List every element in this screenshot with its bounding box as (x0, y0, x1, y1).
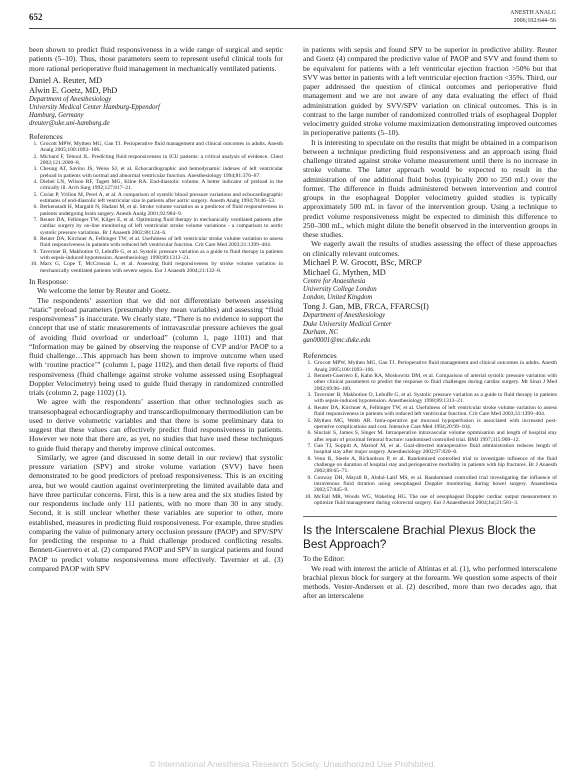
author-mythen: Michael G. Mythen, MD (303, 267, 386, 277)
author-grocott: Michael P. W. Grocott, BSc, MRCP (303, 257, 422, 267)
journal-citation (510, 9, 556, 25)
author-reuter: Daniel A. Reuter, MD (29, 75, 103, 85)
reference-list (303, 360, 557, 506)
header-rule (29, 28, 556, 29)
section-divider (303, 516, 557, 517)
reference-item: 3. Cheung AT, Savino JS, Weiss SJ, et al. Echocardiographic and hemodynamic indexes of left ventricular preload in patients with normal and abnormal ventricular function. Anesthesiology 1994;81:376–87. (39, 166, 283, 179)
reference-item: 9. Tavernier B, Makhotine O, Lebuffe G, et al. Systolic pressure variation as a guide to fluid therapy in patients with sepsis-induced hypotension. Anesthesiology 1998;89:1313–21. (39, 249, 283, 262)
intro-paragraph: been shown to predict fluid responsiveness in a wide range of surgical and septic patients (5–10). Thus, those parameters seem to represent useful clinical tools for more rational perioperative fluid management in mechanically ventilated patients. (29, 45, 283, 73)
references-heading: References (303, 351, 337, 361)
affiliation-london: Centre for Anaesthesia University College London London, United Kingdom (303, 277, 377, 302)
affiliation-duke: Department of Anesthesiology Duke University Medical Center Durham, NC gan00001@mc.duke.edu (303, 312, 557, 345)
journal-issue: 2006;102:644–56 (513, 18, 556, 24)
body-paragraph: We agree with the respondents’ assertion that other technologies such as transesophageal echocardiography and transcardiopulmonary thermodilution can be used to derive volumetric variables and that there is some preliminary data to suggest that these values can effectively predict fluid responsiveness in patients. However we note that there are, as yet, no studies that have used these techniques to guide fluid therapy and thereby improve clinical outcomes. (29, 397, 283, 453)
body-paragraph: in patients with sepsis and found SPV to be superior in predictive ability. Reuter and Goetz (4) compared the predictive value of PAOP and SVV and found them to be equivalent for patients with a left ventricular ejection fraction >50% but that SVV was better in patients with a left ventricular ejection fraction <35%. Third, our paper addressed the question of clinical outcomes and perioperative fluid management and we are not aware of any data evaluating the effect of fluid administration guided by SVV/SPV variation on clinical outcomes. This is in contrast to the large number of randomized controlled trials of esophageal Doppler velocimetry guided stroke volume maximization demonstrating improved outcomes in perioperative patients (5–10). (303, 45, 557, 138)
reference-item: 5. Mythen MG, Webb AR. Intra-operative gut mucosal hypoperfusion is associated with increased post-operative complications and cost. Intensive Care Med 1994;20:99–104. (313, 418, 557, 431)
author-goetz: Alwin E. Goetz, MD, PhD (29, 85, 118, 95)
right-column (303, 45, 557, 601)
reference-item: 9. Conway DH, Mayall R, Abdul-Latif MS, et al. Randomised controlled trial investigating the influence of intravenous fluid titration using oesophageal Doppler monitoring during bowel surgery. Anaesthesia 2002;57:845–9. (313, 475, 557, 494)
reference-item: 10. McFall MR, Woods WG, Wakeling HG. The use of oesophageal Doppler cardiac output measurement to optimize fluid management during colorectal surgery. Eur J Anaesthesiol 2004;Jul;21:581–3. (313, 494, 557, 507)
reference-item: 2. Bennett-Guerrero E, Kahn RA, Moskowitz DM, et al. Comparison of arterial systolic pressure variation with other clinical parameters to predict the response to fluid challenges during cardiac surgery. Mt Sinai J Med 2002;69:96–100. (313, 373, 557, 392)
to-editor-heading: To the Editor: (303, 554, 345, 564)
body-paragraph: We welcome the letter by Reuter and Goetz. (37, 286, 171, 296)
in-response-heading: In Response: (29, 277, 69, 287)
reference-item: 3. Tavernier B, Makhotine O, Lebuffe G, et al. Systolic pressure variation as a guide to fluid therapy in patients with sepsis-induced hypotension. Anesthesiology 1998;89:1313–21. (313, 392, 557, 405)
author-gan: Tong J. Gan, MB, FRCA, FFARCS(I) (303, 302, 429, 312)
body-paragraph: Similarly, we agree (and discussed in some detail in our review) that systolic pressure variation (SPV) and stroke volume variation (SVV) have been demonstrated to be good predictors of preload responsiveness. This is an exciting area, but we would caution against overinterpreting the limited available data and have three particular concerns. First, this is a new area and the six studies listed by our respondents include only 111 patients, with no more than 30 in any study. Second, it is still unclear whether these variables are superior to other, more established, measures in predicting fluid responsiveness. For example, three studies comparing the value of pulmonary artery occlusion pressure (PAOP) and SPV/SPV for predicting the response to a fluid challenge produced conflicting results. Bennett-Guerrero et al. (2) compared PAOP and SPV in surgical patients and found PAOP to predict volume responsiveness more effectively. Tavernier et al. (3) compared PAOP with SPV (29, 452, 283, 573)
section-title: Is the Interscalene Brachial Plexus Block the Best Approach? (303, 523, 536, 551)
reference-item: 1. Grocott MPW, Mythen MG, Gan TJ. Perioperative fluid management and clinical outcomes in adults. Anesth Analg 2005;100:1093–106. (313, 360, 557, 373)
reference-item: 10. Marx G, Cope T, McCrossan L, et al. Assessing fluid responsiveness by stroke volume variation in mechanically ventilated patients with severe sepsis. Eur J Anaesth 2004;21:132–8. (39, 261, 283, 274)
reference-item: 4. Reuter DA, Kirchner A, Felbinger TW, et al. Usefulness of left ventricular stroke volume variation to assess fluid responsiveness in patients with reduced left ventricular function. Crit Care Med 2003;31:1399–404. (313, 405, 557, 418)
reference-item: 4. Diebel LN, Wilson RF, Tagett MG, Kline RA. End-diastolic volume. A better indicator of preload in the critically ill. Arch Surg 1992;127:817–21. (39, 179, 283, 192)
reference-item: 7. Reuter DA, Felbinger TW, Kilger E, et al. Optimizing fluid therapy in mechanically ventilated patients after cardiac surgery by on-line monitoring of left ventricular stroke volume variations - a comparison to aortic systolic pressure variations. Br J Anaesth 2002;88:124–6. (39, 217, 283, 236)
reference-item: 6. Berkenstadt H, Margalit N, Hadani M, et al. Stroke volume variation as a predictor of fluid responsiveness in patients undergoing brain surgery. Anesth Analg 2001;92:984–9. (39, 204, 283, 217)
reference-item: 8. Reuter DA, Kirchner A, Felbinger TW, et al. Usefulness of left ventricular stroke volume variation to assess fluid responsiveness in patients with reduced left ventricular function. Crit Care Med 2003;31:1399–404. (39, 236, 283, 249)
reference-list (29, 141, 283, 274)
body-paragraph: We read with interest the article of Altintas et al. (1), who performed interscalene brachial plexus block for surgery at the forearm. We question some aspects of their methods. Vester-Andersen et al. (2) described, more than two decades ago, that after an interscalene (303, 563, 557, 601)
reference-item: 5. Coriat P, Vrillon M, Perel A, et al. A comparison of systolic blood pressure variations and echocardiographic estimates of end-diastolic left ventricular size in patients after aortic surgery. Anesth Analg 1994;78:46–53. (39, 192, 283, 205)
copyright-watermark: © International Anesthesia Research Society. Unauthorized Use Prohibited. (149, 759, 436, 769)
body-paragraph: The respondents’ assertion that we did not differentiate between assessing “static” preload parameters (presumably they mean variables) and assessing “fluid responsiveness” is inaccurate. We clearly state, “There is no evidence to support the concept that use of static measurements of intravascular pressure achieves the goal of avoiding fluid overload or underload” (column 1, page 1101) and that “Information may be gained by observing the response of CVP and/or PAOP to a fluid challenge…This approach has been shown to improve outcome when used with ‘routine practice’” (column 1, page 1102), and then detail five reports of fluid responsiveness (fluid challenge against stroke volume assessed using Esophageal Doppler Velocimetry) being used to guide fluid therapy in randomized controlled trials (column 2, page 1102) (1). (29, 295, 283, 398)
page-number: 652 (29, 12, 43, 22)
reference-item: 7. Gan TJ, Soppitt A, Maroof M, et al. Goal-directed intraoperative fluid administration reduces length of hospital stay after major surgery. Anesthesiology 2002;97:820–6. (313, 443, 557, 456)
reference-item: 1. Grocott MPW, Mythen MG, Gan TJ. Perioperative fluid management and clinical outcomes in adults. Anesth Analg 2005;100:1093–106. (39, 141, 283, 154)
journal-name: ANESTH ANALG (510, 10, 556, 16)
author-email: dreuter@uke.uni-hamburg.de (29, 120, 110, 128)
body-paragraph: We eagerly await the results of studies assessing the effect of these approaches on clinically relevant outcomes. (303, 239, 557, 258)
affiliation-hamburg: Department of Anesthesiology University Medical Center Hamburg-Eppendorf Hamburg, Germany dreuter@uke.uni-hamburg.de (29, 96, 283, 129)
author-email: gan00001@mc.duke.edu (303, 336, 371, 344)
references-heading: References (29, 131, 63, 141)
reference-item: 8. Venn R, Steele A, Richardson P, et al. Randomized controlled trial to investigate influence of the fluid challenge on duration of hospital stay and perioperative morbidity in patients with hip fractures. Br J Anaesth 2002;88:65–71. (313, 456, 557, 475)
reference-item: 6. Sinclair S, James S, Singer M. Intraoperative intravascular volume optimisation and length of hospital stay after repair of proximal femoral fracture: randomised controlled trial. BMJ 1997;315:909–12. (313, 430, 557, 443)
left-column (29, 45, 283, 573)
body-paragraph: It is interesting to speculate on the results that might be obtained in a comparison between a technique predicting fluid responsiveness and an approach using fluid challenge titrated against stroke volume measurement until there is no increase in stroke volume. The latter approach would be expected to result in the administration of one additional fluid bolus (typically 200 to 250 mL) over the former. The difference in fluids administered between intervention and control groups in the esophageal Doppler velocimetry guided studies is typically approximately 500 mL in favor of the intervention group. Using a technique to predict volume responsiveness might be expected to diminish this difference to 250–300 mL, which might dilute the benefit observed in the intervention groups in these studies. (303, 137, 557, 239)
reference-item: 2. Michard F, Teboul JL. Predicting fluid responsiveness in ICU patients: a critical analysis of evidence. Chest 2002;121:2000–8. (39, 154, 283, 167)
